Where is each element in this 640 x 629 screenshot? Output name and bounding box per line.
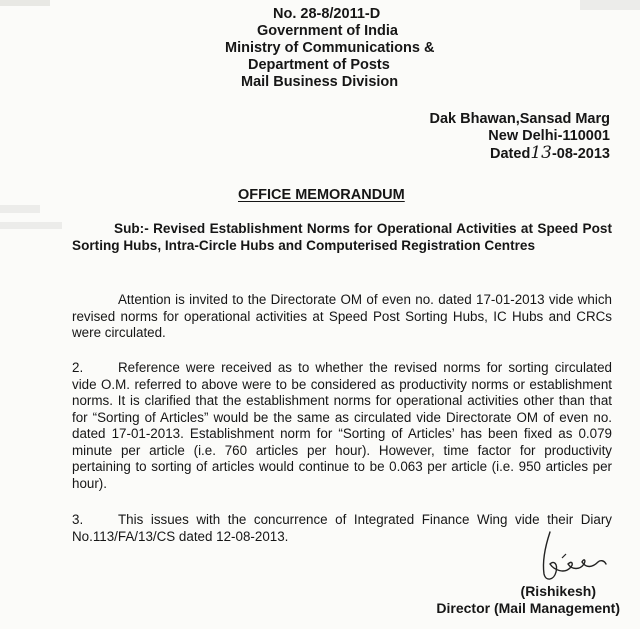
dated-label: Dated [490,146,531,162]
subject-block [72,220,612,254]
paragraph-1 [72,292,612,342]
file-number: No. 28-8/2011-D [273,6,381,22]
signatory-designation: Director (Mail Management) [436,600,620,616]
address-line-1: Dak Bhawan,Sansad Marg [429,111,610,127]
faint-scan-mark [0,205,40,213]
faint-scan-mark [0,222,62,229]
address-line-2: New Delhi-110001 [488,128,610,144]
paragraph-1-text: Attention is invited to the Directorate OM of even no. dated 17-01-2013 vide which revised norms for operational activities at Speed Post Sorting Hubs, IC Hubs and CRCs were circulated. [72,292,612,340]
dated-day-handwritten: 13 [530,143,552,163]
faint-scan-mark [0,0,50,6]
date-line [410,145,610,163]
paragraph-2-text: Reference were received as to whether the revised norms for sorting circulated vide O.M. referred to above were to be considered as productivity norms or establishment norms. It is clarified that the establishment norms for operational activities other than that for “Sorting of Articles” would be the same as circulated vide Directorate OM of even no. dated 17-01-2013. Establishment norm for “Sorting of Articles’ has been fixed as 0.079 minute per article (i.e. 760 articles per hour). However, time factor for productivity pertaining to sorting of articles would continue to be 0.063 per article (i.e. 950 articles per hour). [72,360,612,491]
paragraph-2-number: 2. [72,360,84,375]
subject-text: Revised Establishment Norms for Operational Activities at Speed Post Sorting Hubs, Intra-Circle Hubs and Computerised Registration Centres [72,221,612,253]
paragraph-3-text: This issues with the concurrence of Integrated Finance Wing vide their Diary No.113/FA/13/CS dated 12-08-2013. [72,512,612,544]
subject-label: Sub:- [114,221,149,236]
memo-title: OFFICE MEMORANDUM [238,187,405,203]
paragraph-3-number: 3. [72,512,84,527]
dated-month-year: -08-2013 [551,146,610,162]
faint-scan-mark [580,0,640,10]
address-block [410,111,610,163]
handwritten-signature [520,530,620,590]
government-line: Government of India [257,23,398,39]
signatory-name: (Rishikesh) [520,583,596,599]
paragraph-2 [72,360,612,492]
division-line: Mail Business Division [241,74,399,90]
letterhead [225,6,445,91]
signatory-block [410,583,620,617]
ministry-line: Ministry of Communications & [225,40,435,56]
department-line: Department of Posts [248,57,390,73]
